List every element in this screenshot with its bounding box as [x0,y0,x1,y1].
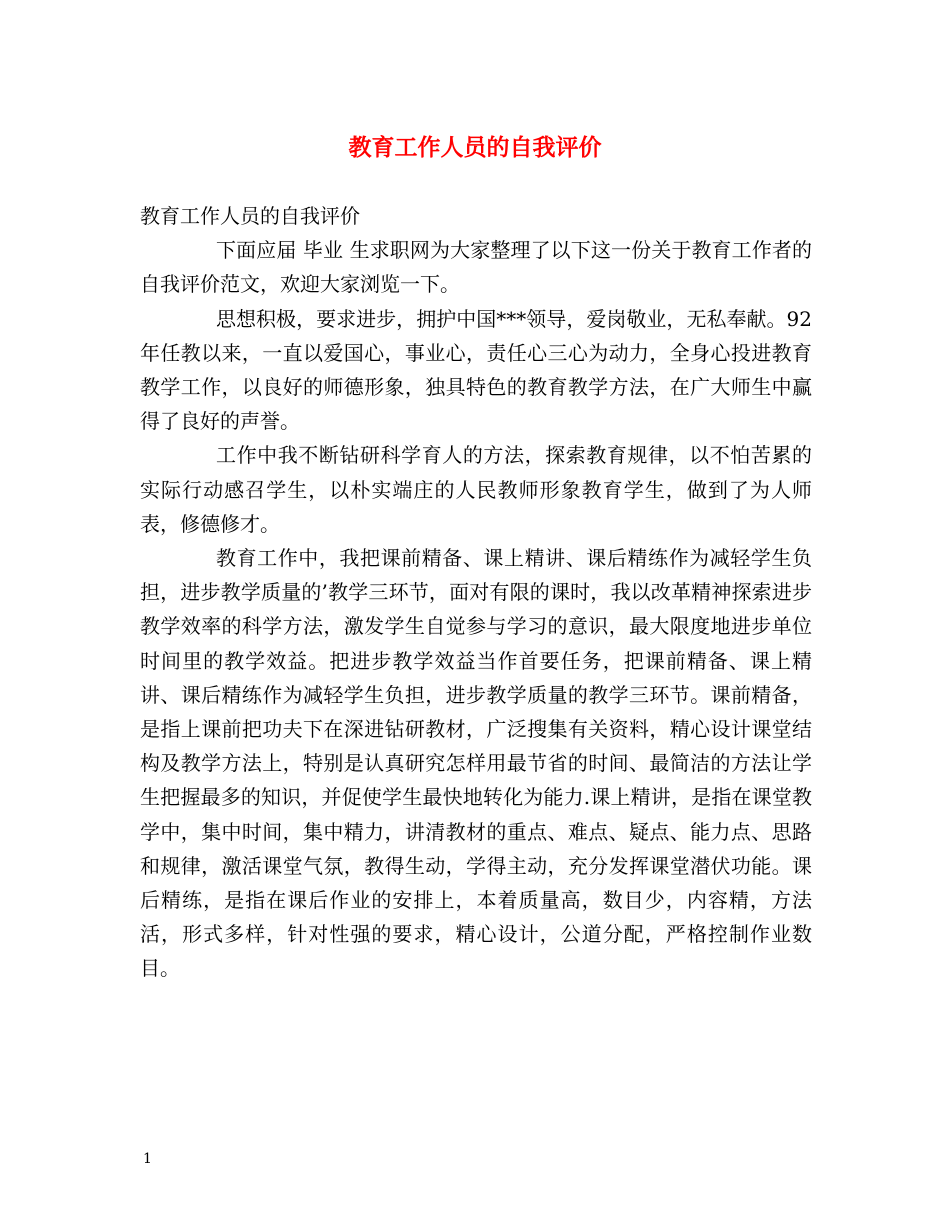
document-title: 教育工作人员的自我评价 [348,134,602,161]
page-number: 1 [143,1151,152,1167]
paragraph-thought: 思想积极，要求进步，拥护中国***领导，爱岗敬业，无私奉献。92年任教以来，一直以爱国心，事业心，责任心三心为动力，全身心投进教育教学工作，以良好的师德形象，独具特色的教育教学方法，在广大师生中赢得了良好的声誉。 [140,306,812,434]
paragraph-work-method: 工作中我不断钻研科学育人的方法，探索教育规律，以不怕苦累的实际行动感召学生，以朴实端庄的人民教师形象教育学生，做到了为人师表，修德修才。 [140,443,812,536]
document-subtitle: 教育工作人员的自我评价 [140,204,360,228]
paragraph-intro: 下面应届 毕业 生求职网为大家整理了以下这一份关于教育工作者的自我评价范文，欢迎大家浏览一下。 [140,238,812,297]
paragraph-teaching: 教育工作中，我把课前精备、课上精讲、课后精练作为减轻学生负担，进步教学质量的’教学三环节，面对有限的课时，我以改革精神探索进步教学效率的科学方法，激发学生自觉参与学习的意识，最大限度地进步单位时间里的教学效益。把进步教学效益当作首要任务，把课前精备、课上精讲、课后精练作为减轻学生负担，进步教学质量的教学三环节。课前精备，是指上课前把功夫下在深进钻研教材，广泛搜集有关资料，精心设计课堂结构及教学方法上，特别是认真研究怎样用最节省的时间、最简洁的方法让学生把握最多的知识，并促使学生最快地转化为能力.课上精讲，是指在课堂教学中，集中时间，集中精力，讲清教材的重点、难点、疑点、能力点、思路和规律，激活课堂气氛，教得生动，学得主动，充分发挥课堂潜伏功能。课后精练，是指在课后作业的安排上，本着质量高，数目少，内容精，方法活，形式多样，针对性强的要求，精心设计，公道分配，严格控制作业数目。 [140,546,812,981]
document-body [140,199,812,986]
